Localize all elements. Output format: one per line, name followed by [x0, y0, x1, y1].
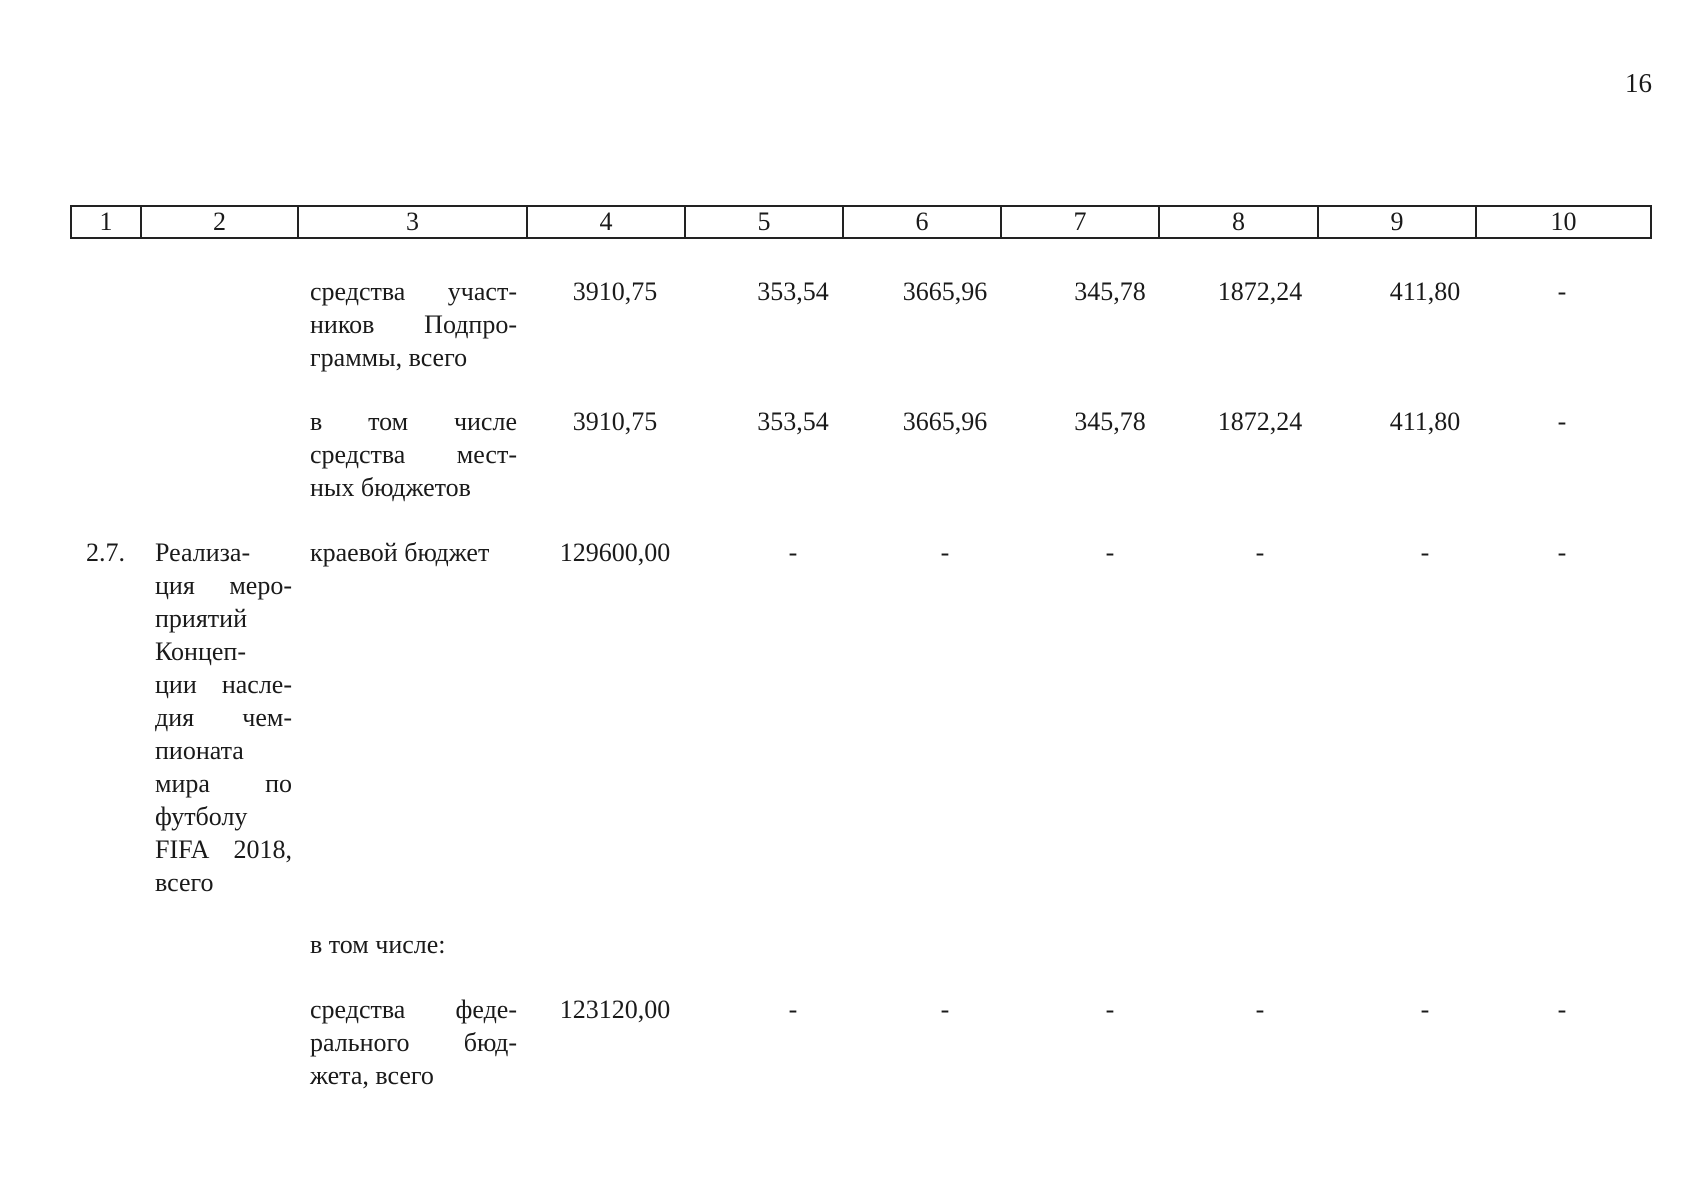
- value-col-10: -: [1557, 995, 1567, 1024]
- item-number: 2.7.: [86, 538, 125, 567]
- activity-name-line: дия чем-: [155, 703, 292, 732]
- funding-source-cell: [310, 993, 517, 1092]
- page-number: 16: [1625, 68, 1652, 98]
- funding-source-line: жета, всего: [310, 1061, 434, 1090]
- header-col-10: 10: [1476, 206, 1651, 238]
- funding-source-line: ников Подпро-: [310, 310, 517, 339]
- funding-source-line: средства мест-: [310, 440, 517, 469]
- activity-name-line: Реализа-: [155, 538, 251, 567]
- value-col-6: 3665,96: [902, 277, 988, 306]
- value-col-5: 353,54: [757, 277, 829, 306]
- value-col-8: -: [1255, 538, 1265, 567]
- value-col-5: -: [788, 538, 798, 567]
- activity-name-line: приятий: [155, 604, 247, 633]
- funding-source-line: граммы, всего: [310, 343, 468, 372]
- value-col-5: 353,54: [757, 407, 829, 436]
- value-col-6: -: [940, 995, 950, 1024]
- value-col-7: -: [1105, 538, 1115, 567]
- funding-source-cell: [310, 275, 517, 374]
- funding-source-line: ных бюджетов: [310, 473, 471, 502]
- value-col-9: -: [1420, 538, 1430, 567]
- activity-name-line: пионата: [155, 736, 244, 765]
- funding-source-line: в том числе:: [310, 930, 446, 959]
- activity-name-line: мира по: [155, 769, 292, 798]
- value-col-8: 1872,24: [1217, 407, 1303, 436]
- header-col-3: 3: [298, 206, 527, 238]
- header-col-4: 4: [527, 206, 685, 238]
- value-col-6: -: [940, 538, 950, 567]
- funding-source-line: краевой бюджет: [310, 538, 490, 567]
- header-col-7: 7: [1001, 206, 1159, 238]
- activity-name-line: FIFA 2018,: [155, 835, 292, 864]
- activity-name-line: всего: [155, 868, 214, 897]
- activity-name-line: ции насле-: [155, 670, 292, 699]
- funding-source-cell: [310, 536, 517, 569]
- value-col-7: 345,78: [1074, 277, 1146, 306]
- value-col-8: 1872,24: [1217, 277, 1303, 306]
- funding-source-line: в том числе: [310, 407, 517, 436]
- value-col-4: 123120,00: [559, 995, 671, 1024]
- funding-source-cell: [310, 405, 517, 504]
- value-col-7: -: [1105, 995, 1115, 1024]
- header-col-9: 9: [1318, 206, 1476, 238]
- column-number-header: [70, 205, 1652, 239]
- activity-name-line: ция меро-: [155, 571, 292, 600]
- funding-source-line: средства участ-: [310, 277, 517, 306]
- header-col-5: 5: [685, 206, 843, 238]
- activity-name-cell: [155, 536, 292, 899]
- value-col-4: 3910,75: [572, 407, 658, 436]
- header-col-1: 1: [71, 206, 141, 238]
- value-col-7: 345,78: [1074, 407, 1146, 436]
- value-col-9: 411,80: [1389, 277, 1461, 306]
- activity-name-line: Концеп-: [155, 637, 246, 666]
- value-col-6: 3665,96: [902, 407, 988, 436]
- value-col-10: -: [1557, 277, 1567, 306]
- header-col-6: 6: [843, 206, 1001, 238]
- funding-source-line: средства феде-: [310, 995, 517, 1024]
- value-col-5: -: [788, 995, 798, 1024]
- value-col-9: -: [1420, 995, 1430, 1024]
- value-col-10: -: [1557, 407, 1567, 436]
- header-col-2: 2: [141, 206, 298, 238]
- value-col-10: -: [1557, 538, 1567, 567]
- header-col-8: 8: [1159, 206, 1318, 238]
- value-col-9: 411,80: [1389, 407, 1461, 436]
- activity-name-line: футболу: [155, 802, 248, 831]
- value-col-4: 129600,00: [559, 538, 671, 567]
- value-col-4: 3910,75: [572, 277, 658, 306]
- funding-source-cell: [310, 928, 517, 961]
- funding-source-line: рального бюд-: [310, 1028, 517, 1057]
- value-col-8: -: [1255, 995, 1265, 1024]
